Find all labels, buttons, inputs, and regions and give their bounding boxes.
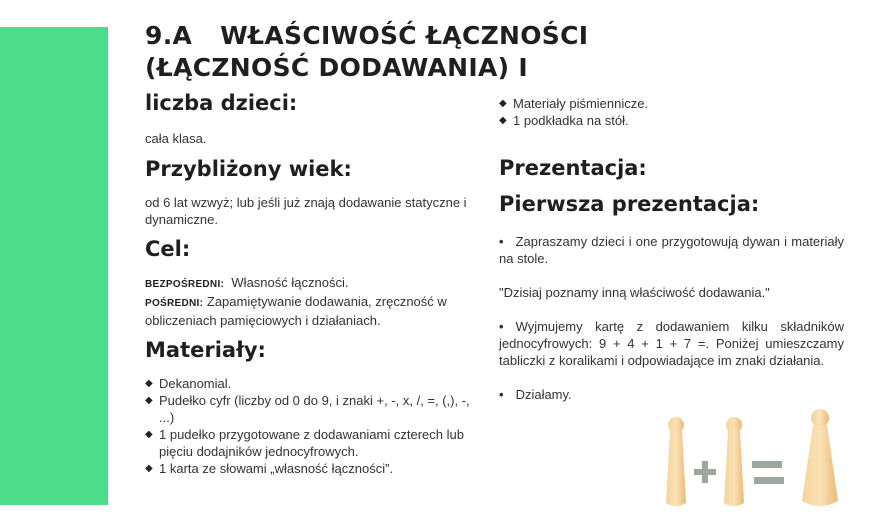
list-item: ◆ Pudełko cyfr (liczby od 0 do 9, i znaki +, -, x, /, =, (,), -, ...): [145, 393, 470, 425]
children-heading: liczba dzieci:: [145, 91, 298, 115]
list-item: ◆ Materiały piśmiennicze.: [499, 96, 649, 111]
presentation-step-1: • Zapraszamy dzieci i one przygotowują dywan i materiały na stole.: [499, 234, 844, 266]
children-text: cała klasa.: [145, 131, 207, 146]
direct-label: BEZPOŚREDNI:: [145, 279, 225, 290]
accent-bar: [0, 27, 108, 505]
left-column: [145, 90, 480, 477]
goal-indirect: [145, 293, 480, 329]
age-heading: Przybliżony wiek:: [145, 157, 352, 181]
presentation-step-2: • Wyjmujemy kartę z dodawaniem kilku składników jednocyfrowych: 9 + 4 + 1 + 7 =. Poniżej umieszczamy tabliczki z koralikami i odpowiadające im znaki działania.: [499, 319, 844, 368]
right-column: [499, 95, 844, 403]
section-number: 9.A: [145, 21, 193, 50]
materials-list: [145, 375, 480, 477]
first-presentation-heading: Pierwsza prezentacja:: [499, 192, 760, 216]
wooden-peg-figures-icon: [662, 405, 842, 510]
materials-list-continued: [499, 95, 844, 129]
age-text: od 6 lat wzwyż; lub jeśli już znają dodawanie statyczne i dynamiczne.: [145, 195, 467, 227]
presentation-step-3: • Działamy.: [499, 387, 572, 402]
goal-heading: Cel:: [145, 237, 191, 261]
goal-direct: [145, 274, 480, 293]
list-item: ◆ 1 pudełko przygotowane z dodawaniami czterech lub pięciu dodajników jednocyfrowych.: [145, 427, 464, 459]
list-item: ◆ Dekanomial.: [145, 376, 232, 391]
list-item: ◆ 1 karta ze słowami „własność łączności”.: [145, 461, 394, 476]
diamond-bullet-icon: ◆: [499, 115, 507, 126]
presentation-heading: Prezentacja:: [499, 156, 647, 180]
materials-heading: Materiały:: [145, 338, 266, 362]
list-item: ◆ 1 podkładka na stół.: [499, 113, 629, 128]
presentation-quote: "Dzisiaj poznamy inną właściwość dodawania.": [499, 285, 770, 300]
diamond-bullet-icon: ◆: [145, 463, 153, 474]
title-line-2: (ŁĄCZNOŚĆ DODAWANIA) I: [145, 53, 528, 82]
direct-text: Własność łączności.: [231, 275, 349, 290]
diamond-bullet-icon: ◆: [145, 395, 153, 406]
page-title: [145, 20, 765, 84]
title-line-1: WŁAŚCIWOŚĆ ŁĄCZNOŚCI: [220, 21, 589, 50]
diamond-bullet-icon: ◆: [499, 98, 507, 109]
diamond-bullet-icon: ◆: [145, 429, 153, 440]
indirect-label: POŚREDNI:: [145, 298, 204, 309]
indirect-text: Zapamiętywanie dodawania, zręczność w obliczeniach pamięciowych i działaniach.: [145, 294, 447, 328]
diamond-bullet-icon: ◆: [145, 378, 153, 389]
